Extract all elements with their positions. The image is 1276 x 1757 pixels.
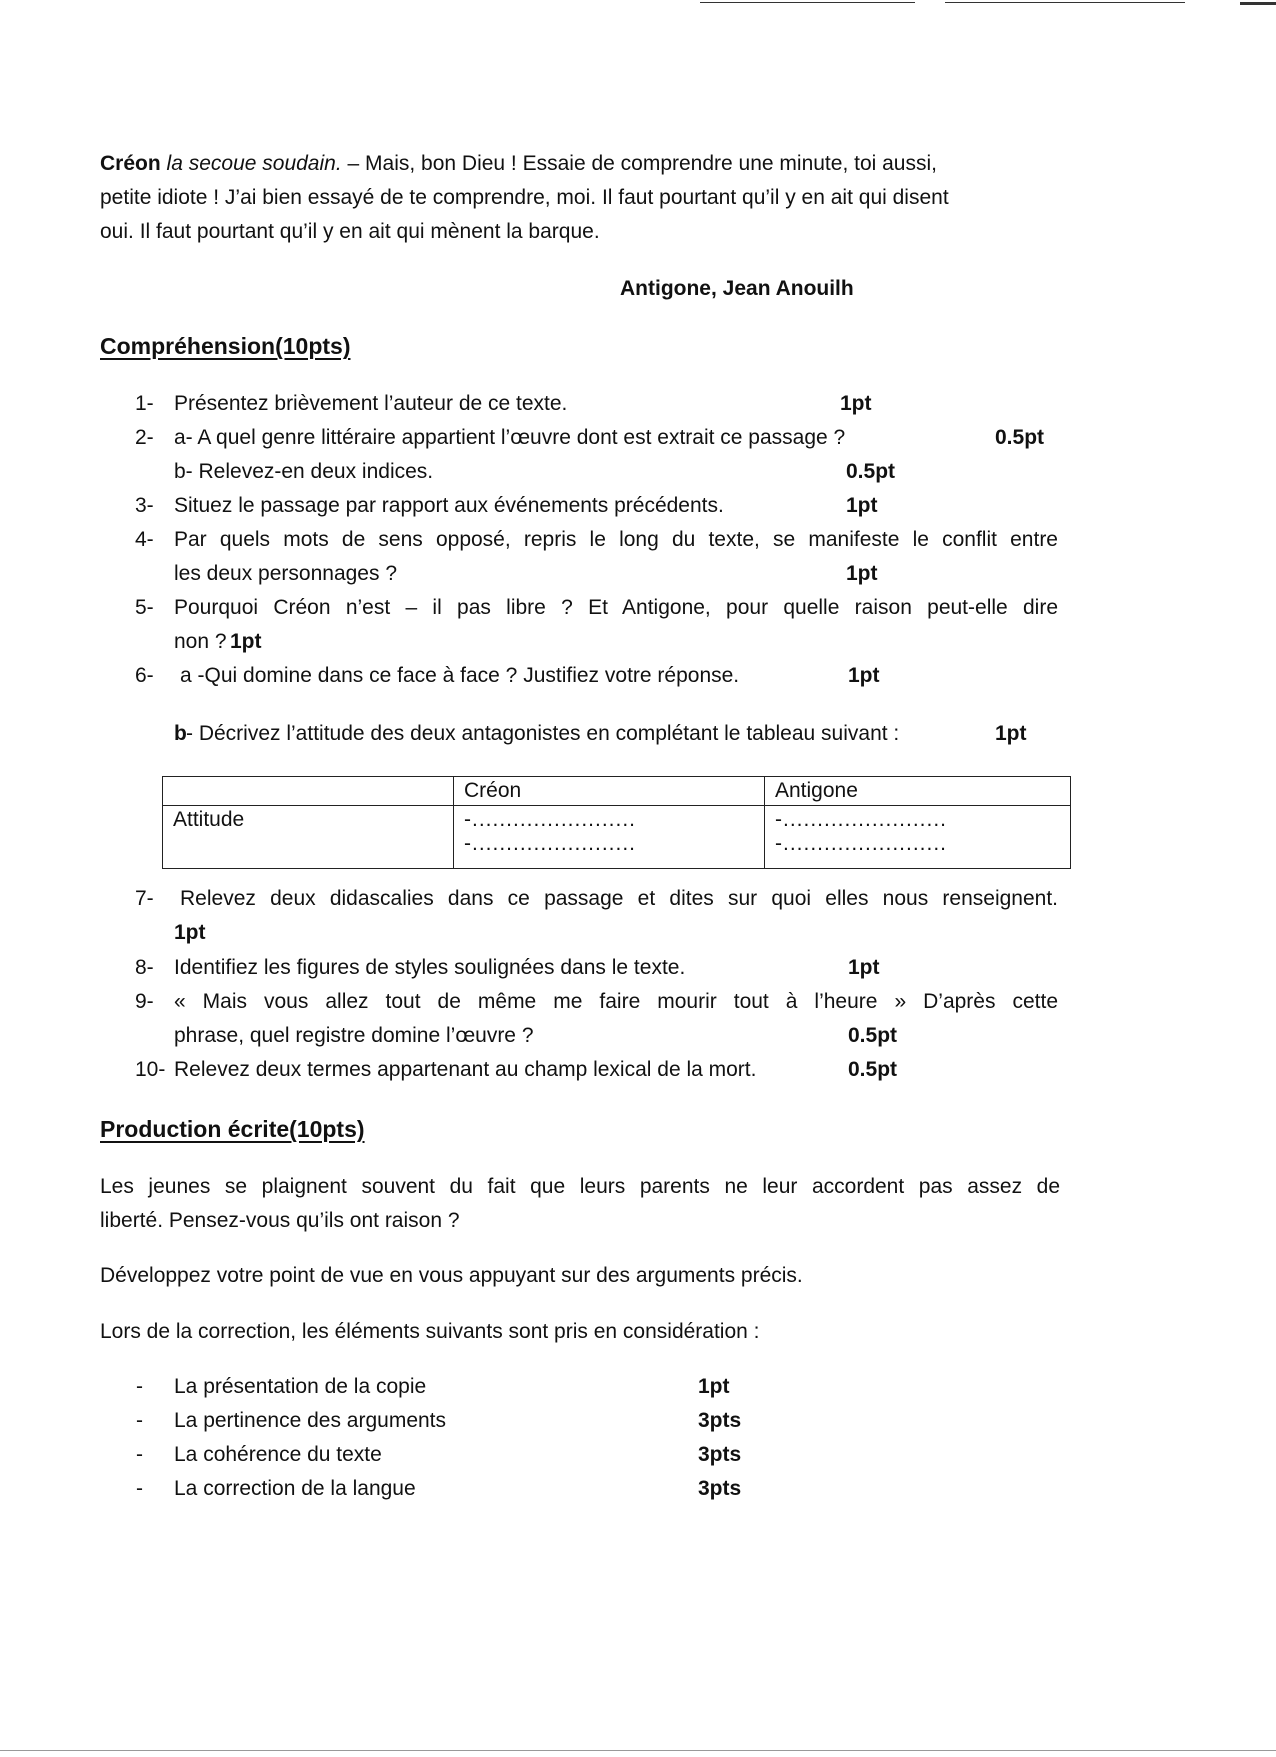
production-instruction: Développez votre point de vue en vous appuyant sur des arguments précis. xyxy=(100,1264,803,1287)
subject-line-2: liberté. Pensez-vous qu’ils ont raison ? xyxy=(100,1209,460,1232)
production-subject xyxy=(100,1170,1060,1238)
comprehension-heading: Compréhension(10pts) xyxy=(100,333,351,359)
table-header-creon: Créon xyxy=(454,777,765,806)
stage-direction: la secoue soudain. xyxy=(166,152,342,175)
creon-blank-1[interactable]: -........................ xyxy=(464,808,637,831)
top-rule-3 xyxy=(1240,2,1276,5)
criteria-intro: Lors de la correction, les éléments suivants sont pris en considération : xyxy=(100,1320,760,1343)
table-row-label: Attitude xyxy=(163,806,454,869)
excerpt-line-2: petite idiote ! J’ai bien essayé de te comprendre, moi. Il faut pourtant qu’il y en ait qui disent xyxy=(100,186,949,209)
antigone-blank-2[interactable]: -........................ xyxy=(775,832,948,855)
creon-blank-2[interactable]: -........................ xyxy=(464,832,637,855)
creon-attitude-cell[interactable] xyxy=(454,806,765,869)
table-header-empty xyxy=(163,777,454,806)
table-header-row xyxy=(163,777,1071,806)
excerpt-source: Antigone, Jean Anouilh xyxy=(620,277,854,300)
speaker-name: Créon xyxy=(100,152,161,175)
antigone-attitude-cell[interactable] xyxy=(765,806,1071,869)
production-heading: Production écrite(10pts) xyxy=(100,1116,365,1142)
excerpt-line-1: – Mais, bon Dieu ! Essaie de comprendre une minute, toi aussi, xyxy=(341,152,937,175)
excerpt-line-3: oui. Il faut pourtant qu’il y en ait qui mènent la barque. xyxy=(100,220,600,243)
subject-line-1: Les jeunes se plaignent souvent du fait que leurs parents ne leur accordent pas assez de xyxy=(100,1175,1060,1198)
attitude-table xyxy=(162,776,1071,869)
table-row xyxy=(163,806,1071,869)
antigone-blank-1[interactable]: -........................ xyxy=(775,808,948,831)
excerpt-paragraph xyxy=(100,147,1060,249)
bottom-rule xyxy=(0,1750,1276,1751)
top-rule-1 xyxy=(700,2,915,3)
table-header-antigone: Antigone xyxy=(765,777,1071,806)
top-rule-2 xyxy=(945,2,1185,3)
